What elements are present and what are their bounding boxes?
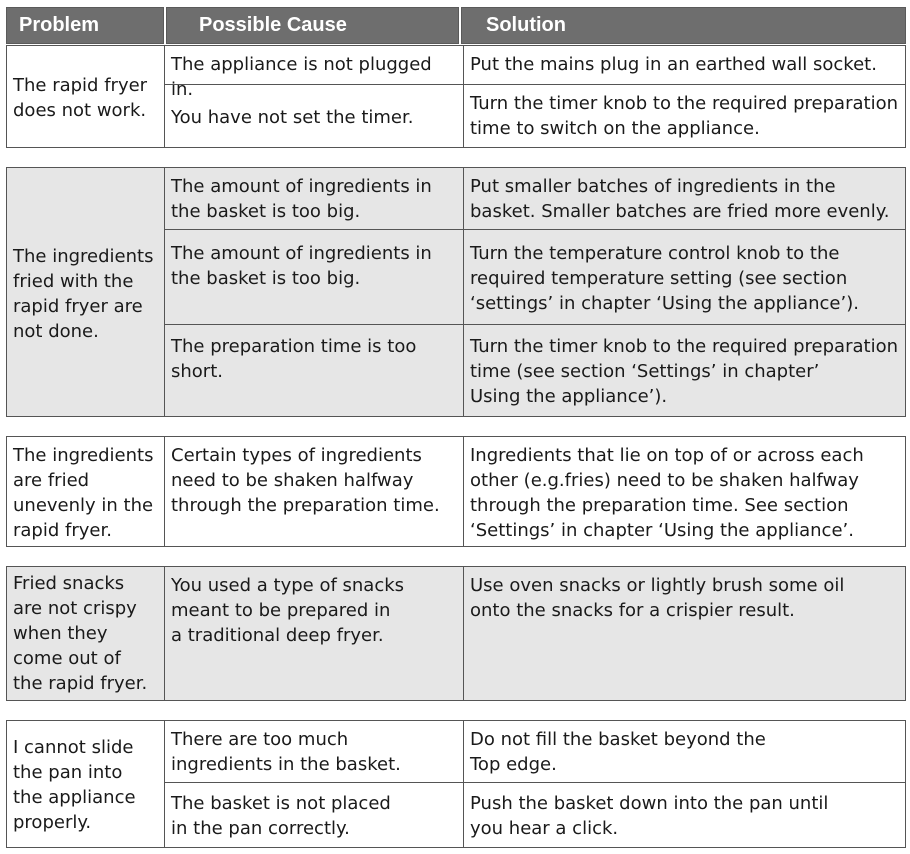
group-not-crispy [6, 566, 906, 701]
group-pan-slide [6, 720, 906, 848]
solution-cell: Use oven snacks or lightly brush some oil onto the snacks for a crispier result. [470, 575, 845, 621]
solution-cell: Turn the timer knob to the required preparation time to switch on the appliance. [470, 93, 898, 139]
header-problem: Problem [6, 7, 164, 44]
solution-cell: Put smaller batches of ingredients in the basket. Smaller batches are fried more evenly. [470, 176, 890, 222]
cause-cell: You used a type of snacks meant to be prepared in a traditional deep fryer. [171, 575, 405, 646]
header-possible-cause: Possible Cause [166, 7, 459, 44]
problem-cell: The ingredients are fried unevenly in the rapid fryer. [13, 445, 154, 541]
problem-cell: The ingredients fried with the rapid fryer are not done. [13, 246, 154, 342]
solution-cell: Push the basket down into the pan until you hear a click. [470, 793, 829, 839]
solution-cell: Do not fill the basket beyond the Top edge. [470, 729, 766, 775]
problem-cell: The rapid fryer does not work. [13, 75, 148, 121]
problem-cell: Fried snacks are not crispy when they come out of the rapid fryer. [13, 573, 148, 694]
cause-cell: You have not set the timer. [171, 107, 414, 128]
cause-cell: Certain types of ingredients need to be shaken halfway through the preparation time. [171, 445, 440, 516]
solution-cell: Turn the temperature control knob to the required temperature setting (see section ‘settings’ in chapter ‘Using the appliance’). [470, 243, 859, 314]
solution-cell: Put the mains plug in an earthed wall socket. [470, 54, 877, 75]
header-solution: Solution [461, 7, 906, 44]
cause-cell: The amount of ingredients in the basket is too big. [171, 243, 432, 289]
group-fried-unevenly [6, 436, 906, 547]
group-not-done [6, 167, 906, 417]
cause-cell: There are too much ingredients in the basket. [171, 729, 401, 775]
solution-cell: Ingredients that lie on top of or across each other (e.g.fries) need to be shaken halfway through the preparation time. See section ‘Settings’ in chapter ‘Using the appliance’. [470, 445, 864, 541]
group-not-working [6, 45, 906, 148]
cause-cell: The amount of ingredients in the basket is too big. [171, 176, 432, 222]
solution-cell: Turn the timer knob to the required preparation time (see section ‘Settings’ in chapter’ Using the appliance’). [470, 336, 898, 407]
cause-cell: The basket is not placed in the pan correctly. [171, 793, 391, 839]
cause-cell: The appliance is not plugged in. [171, 54, 432, 100]
cause-cell: The preparation time is too short. [171, 336, 417, 382]
problem-cell: I cannot slide the pan into the appliance properly. [13, 737, 136, 833]
